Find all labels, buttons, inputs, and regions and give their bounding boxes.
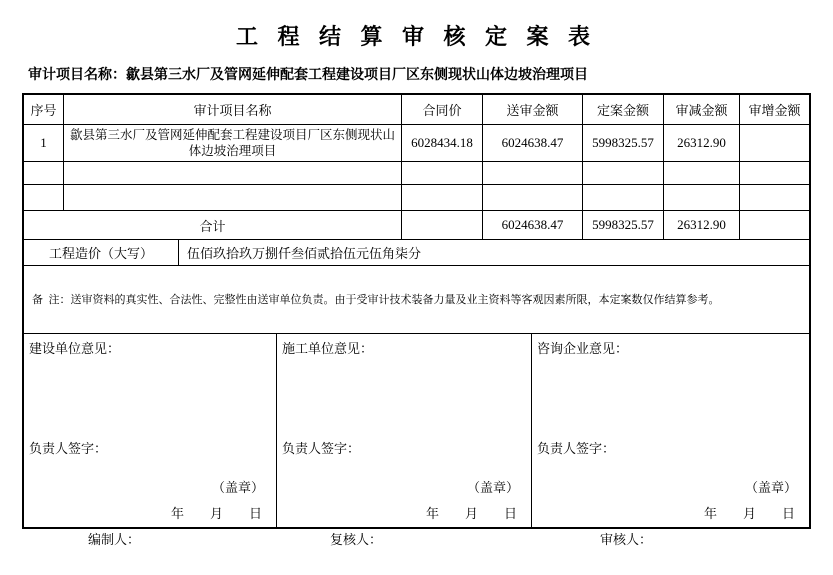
construction-unit-opinion-label: 建设单位意见： [29,341,121,356]
cost-in-words-value: 伍佰玖拾玖万捌仟叁佰贰拾伍元伍角柒分 [187,246,422,261]
opinions-row [24,334,809,527]
header-reduced-amount: 审减金额 [664,95,740,124]
contractor-unit-date-line: 年 月 日 [425,506,517,521]
total-submitted-amount: 6024638.47 [483,211,583,239]
header-submitted-amount: 送审金额 [483,95,583,124]
row1-seq: 1 [24,125,64,161]
contractor-unit-seal-label: （盖章） [466,480,519,495]
row3-project-name [64,185,402,210]
total-label: 合计 [24,211,402,239]
consulting-firm-date-line: 年 月 日 [703,506,795,521]
header-increased-amount: 审增金额 [748,103,801,118]
row2-reduced-amount [664,162,740,184]
row3-submitted-amount [483,185,583,210]
row2-contract-price [402,162,483,184]
row2-increased-amount [740,162,809,184]
auditor-label: 审核人： [600,532,653,547]
row2-project-name [64,162,402,184]
row2-finalized-amount [583,162,664,184]
header-finalized-amount: 定案金额 [583,95,664,124]
preparer-label: 编制人： [88,532,141,547]
row1-project-name: 歙县第三水厂及管网延伸配套工程建设项目厂区东侧现状山体边坡治理项目 [64,125,402,161]
header-contract-price: 合同价 [402,95,483,124]
row1-contract-price: 6028434.18 [402,125,483,161]
consulting-firm-sign-label: 负责人签字： [537,441,616,456]
construction-unit-date-line: 年 月 日 [170,506,262,521]
construction-unit-sign-label: 负责人签字： [29,441,108,456]
row3-finalized-amount [583,185,664,210]
consulting-firm-opinion-label: 咨询企业意见： [537,341,629,356]
row1-finalized-amount: 5998325.57 [583,125,664,161]
total-row [24,211,809,240]
table-row [24,185,809,211]
page-title: 工 程 结 算 审 核 定 案 表 [235,24,597,49]
consulting-firm-seal-label: （盖章） [744,480,797,495]
audit-project-name: 歙县第三水厂及管网延伸配套工程建设项目厂区东侧现状山体边坡治理项目 [126,68,588,83]
row1-reduced-amount: 26312.90 [664,125,740,161]
audit-project-name-line [28,64,588,84]
header-seq: 序号 [24,95,64,124]
cost-in-words-row [24,240,809,266]
total-finalized-amount: 5998325.57 [583,211,664,239]
table-row [24,125,809,162]
note-text: 备 注：送审资料的真实性、合法性、完整性由送审单位负责。由于受审计技术装备力量及业主资料等客观因素所限，本定案数仅作结算参考。 [32,294,720,306]
contractor-unit-opinion-label: 施工单位意见： [282,341,374,356]
row3-contract-price [402,185,483,210]
construction-unit-opinion-cell [24,334,277,527]
table-row [24,162,809,185]
note-row [24,266,809,334]
contractor-unit-sign-label: 负责人签字： [282,441,361,456]
audit-project-label: 审计项目名称： [28,68,126,83]
row3-reduced-amount [664,185,740,210]
total-contract-price [402,211,483,239]
construction-unit-seal-label: （盖章） [211,480,264,495]
row1-submitted-amount: 6024638.47 [483,125,583,161]
consulting-firm-opinion-cell [532,334,809,527]
checker-label: 复核人： [330,532,383,547]
table-header-row [24,95,809,125]
row3-seq [24,185,64,210]
contractor-unit-opinion-cell [277,334,532,527]
row2-submitted-amount [483,162,583,184]
total-increased-amount [740,211,809,239]
total-reduced-amount: 26312.90 [664,211,740,239]
settlement-table [22,93,811,529]
header-project-name: 审计项目名称 [64,95,402,124]
row3-increased-amount [740,185,809,210]
cost-in-words-label: 工程造价（大写） [24,240,179,265]
row1-increased-amount [740,125,809,161]
row2-seq [24,162,64,184]
